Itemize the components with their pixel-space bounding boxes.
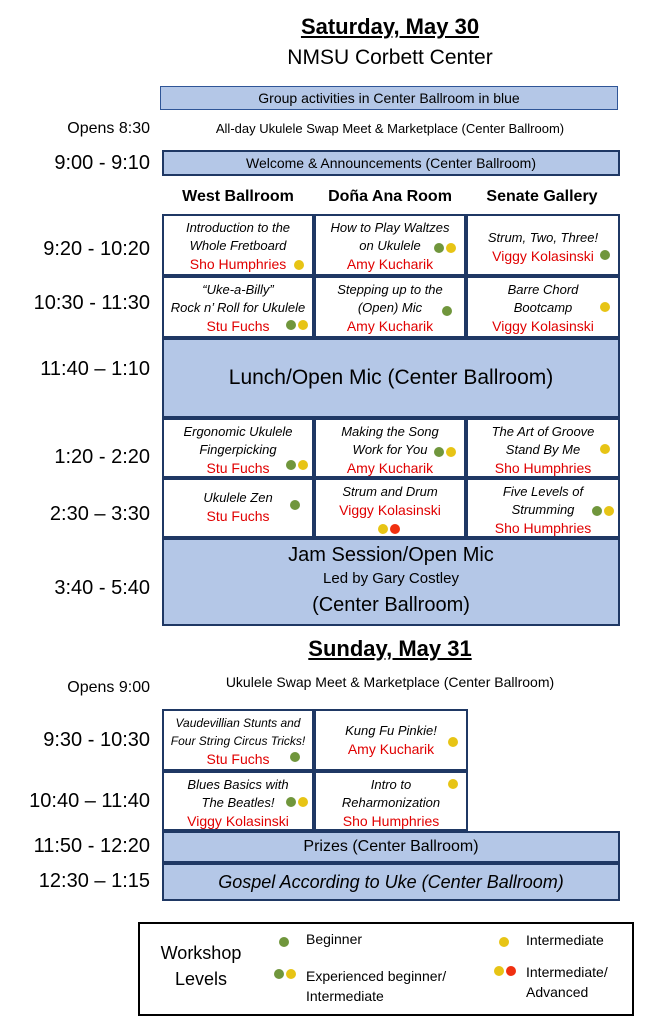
level-dots	[434, 447, 456, 457]
swap-meet-text: Ukulele Swap Meet & Marketplace (Center Ballroom)	[225, 674, 555, 690]
session-card	[466, 276, 620, 338]
session-card	[466, 478, 620, 538]
time-slot-prizes: 11:50 - 12:20	[33, 835, 150, 857]
session-presenter: Stu Fuchs	[206, 318, 270, 334]
intermediate-dot-icon	[600, 302, 610, 312]
level-dots	[290, 752, 300, 762]
room-senate-gallery: Senate Gallery	[486, 188, 598, 205]
intermediate-dot-icon	[448, 737, 458, 747]
level-dots	[294, 260, 304, 270]
legend-intermediate: Intermediate	[526, 932, 604, 948]
beginner-dot-icon	[434, 243, 444, 253]
legend-experienced	[306, 966, 446, 1006]
level-dots	[600, 302, 610, 312]
beginner-dot-icon	[279, 937, 289, 947]
beginner-dot-icon	[600, 250, 610, 260]
session-presenter: Viggy Kolasinski	[187, 813, 289, 829]
legend-title-line1: Workshop	[160, 943, 242, 963]
legend-title-line2: Levels	[174, 969, 228, 989]
session-card	[314, 709, 468, 771]
level-dots	[600, 250, 610, 260]
intermediate-dot-icon	[298, 797, 308, 807]
opens-time: Opens 9:00	[67, 679, 150, 696]
level-dots	[286, 320, 308, 330]
session-title: Intro to Reharmonization	[341, 777, 441, 810]
group-activities-note: Group activities in Center Ballroom in blue	[160, 86, 618, 110]
session-presenter: Viggy Kolasinski	[339, 502, 441, 518]
lunch-block: Lunch/Open Mic (Center Ballroom)	[162, 338, 620, 418]
session-title: Stepping up to the (Open) Mic	[337, 282, 443, 315]
session-title: Kung Fu Pinkie!	[345, 723, 437, 738]
intermediate-dot-icon	[378, 524, 388, 534]
intermediate-dot-icon	[499, 937, 509, 947]
intermediate-dot-icon	[446, 243, 456, 253]
legend-experienced-line2: Intermediate	[306, 988, 384, 1004]
session-presenter: Sho Humphries	[189, 256, 287, 272]
session-title: Making the Song Work for You	[341, 424, 439, 457]
session-presenter: Viggy Kolasinski	[492, 248, 594, 264]
welcome-block: Welcome & Announcements (Center Ballroom)	[162, 150, 620, 176]
venue-title: NMSU Corbett Center	[287, 46, 493, 69]
beginner-dot-icon	[442, 306, 452, 316]
session-title: Vaudevillian Stunts and Four String Circus Tricks!	[170, 716, 306, 748]
time-welcome: 9:00 - 9:10	[54, 152, 150, 174]
workshop-levels-legend	[138, 922, 634, 1016]
session-card	[314, 214, 466, 276]
legend-advanced-line2: Advanced	[526, 984, 589, 1000]
jam-session-block	[162, 538, 620, 626]
beginner-dot-icon	[290, 500, 300, 510]
level-dots	[600, 444, 610, 454]
jam-leader: Led by Gary Costley	[323, 570, 459, 587]
session-title: The Art of Groove Stand By Me	[491, 424, 595, 457]
session-presenter: Amy Kucharik	[346, 460, 434, 476]
session-card	[314, 771, 468, 831]
level-dots	[290, 500, 300, 510]
session-presenter: Sho Humphries	[494, 460, 592, 476]
beginner-dot-icon	[286, 460, 296, 470]
session-presenter: Amy Kucharik	[347, 741, 435, 757]
session-card	[314, 418, 466, 478]
session-title: “Uke-a-Billy” Rock n’ Roll for Ukulele	[170, 282, 306, 315]
intermediate-dot-icon	[446, 447, 456, 457]
intermediate-dot-icon	[494, 966, 504, 976]
session-card	[162, 478, 314, 538]
room-dona-ana: Doña Ana Room	[328, 188, 452, 205]
time-slot-1: 9:20 - 10:20	[43, 238, 150, 260]
session-title: Ergonomic Ukulele Fingerpicking	[183, 424, 293, 457]
session-presenter: Sho Humphries	[342, 813, 440, 829]
advanced-dot-icon	[506, 966, 516, 976]
jam-title: Jam Session/Open Mic	[288, 544, 494, 566]
session-title: Strum and Drum	[342, 484, 438, 499]
level-dots	[448, 779, 458, 789]
beginner-dot-icon	[290, 752, 300, 762]
session-title: Ukulele Zen	[203, 490, 273, 505]
session-presenter: Stu Fuchs	[206, 508, 270, 524]
time-slot-jam: 3:40 - 5:40	[54, 577, 150, 599]
level-dots	[378, 524, 400, 534]
sunday-heading: Sunday, May 31	[308, 636, 472, 661]
session-card	[466, 418, 620, 478]
session-card	[162, 214, 314, 276]
session-title: Five Levels of Strumming	[502, 484, 584, 517]
session-card	[314, 276, 466, 338]
session-presenter: Sho Humphries	[494, 520, 592, 536]
session-card	[466, 214, 620, 276]
level-dots	[592, 506, 614, 516]
beginner-dot-icon	[286, 320, 296, 330]
jam-location: (Center Ballroom)	[312, 594, 470, 616]
level-dots	[434, 243, 456, 253]
session-presenter: Amy Kucharik	[346, 318, 434, 334]
intermediate-dot-icon	[600, 444, 610, 454]
time-slot-lunch: 11:40 – 1:10	[40, 358, 150, 380]
session-title: Introduction to the Whole Fretboard	[185, 220, 291, 253]
session-title: Barre Chord Bootcamp	[507, 282, 579, 315]
intermediate-dot-icon	[298, 320, 308, 330]
time-slot-2: 10:40 – 11:40	[29, 790, 150, 812]
saturday-heading: Saturday, May 30	[300, 14, 480, 39]
session-card	[162, 709, 314, 771]
session-presenter: Amy Kucharik	[346, 256, 434, 272]
session-card	[162, 771, 314, 831]
swap-meet-text: All-day Ukulele Swap Meet & Marketplace (Center Ballroom)	[215, 121, 565, 136]
intermediate-dot-icon	[294, 260, 304, 270]
time-slot-gospel: 12:30 – 1:15	[38, 870, 150, 892]
level-dots	[442, 306, 452, 316]
time-slot-4: 2:30 – 3:30	[49, 503, 150, 525]
session-card	[162, 276, 314, 338]
session-card	[314, 478, 466, 538]
beginner-dot-icon	[286, 797, 296, 807]
session-presenter: Viggy Kolasinski	[492, 318, 594, 334]
intermediate-dot-icon	[298, 460, 308, 470]
time-slot-1: 9:30 - 10:30	[43, 729, 150, 751]
time-slot-2: 10:30 - 11:30	[33, 292, 150, 314]
prizes-block: Prizes (Center Ballroom)	[162, 831, 620, 863]
legend-advanced	[526, 962, 608, 1002]
opens-time: Opens 8:30	[67, 120, 150, 137]
session-title: Blues Basics with The Beatles!	[187, 777, 289, 810]
beginner-dot-icon	[434, 447, 444, 457]
legend-advanced-line1: Intermediate/	[526, 964, 608, 980]
time-slot-3: 1:20 - 2:20	[54, 446, 150, 468]
level-dots	[448, 737, 458, 747]
beginner-dot-icon	[592, 506, 602, 516]
gospel-block: Gospel According to Uke (Center Ballroom)	[162, 863, 620, 901]
legend-beginner: Beginner	[306, 931, 363, 947]
advanced-dot-icon	[390, 524, 400, 534]
session-title: Strum, Two, Three!	[487, 230, 599, 245]
legend-experienced-line1: Experienced beginner/	[306, 968, 447, 984]
session-card	[162, 418, 314, 478]
level-dots	[286, 460, 308, 470]
session-presenter: Stu Fuchs	[206, 751, 270, 767]
room-west-ballroom: West Ballroom	[182, 188, 294, 205]
intermediate-dot-icon	[286, 969, 296, 979]
beginner-dot-icon	[274, 969, 284, 979]
level-dots	[286, 797, 308, 807]
intermediate-dot-icon	[604, 506, 614, 516]
session-presenter: Stu Fuchs	[206, 460, 270, 476]
intermediate-dot-icon	[448, 779, 458, 789]
session-title: How to Play Waltzes on Ukulele	[330, 220, 450, 253]
legend-title	[146, 940, 256, 992]
